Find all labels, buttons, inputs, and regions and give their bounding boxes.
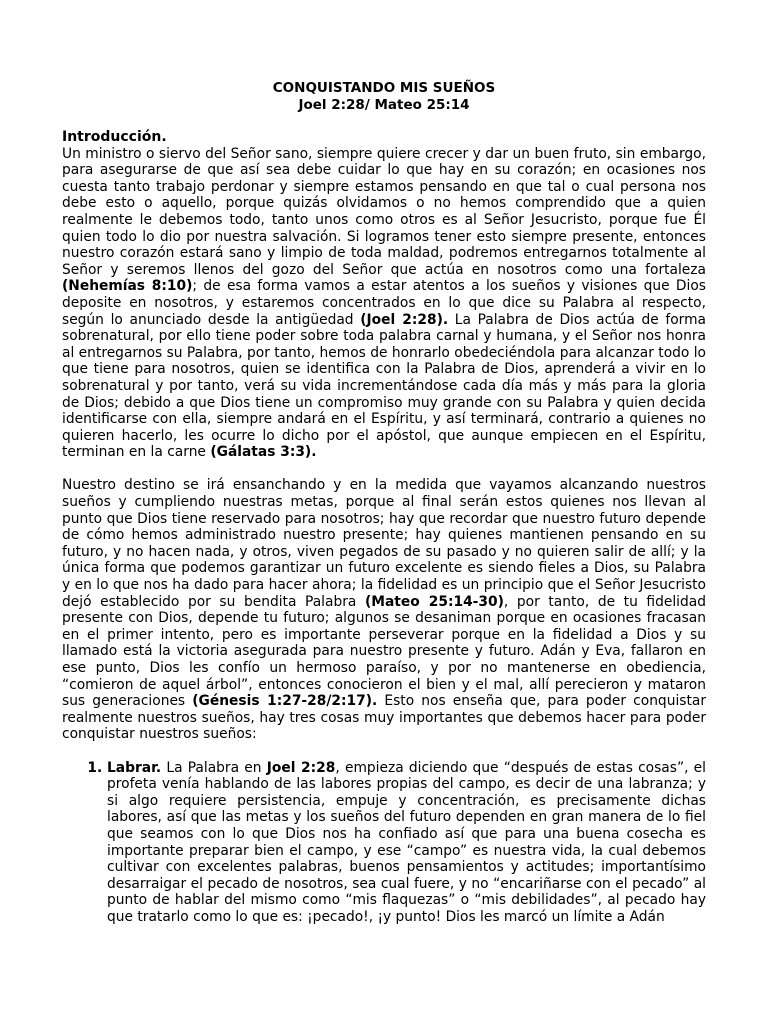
text-segment: , empieza diciendo que “después de estas cosas”, el profeta venía hablando de las labores propias del campo, es decir de una labranza; y si algo requiere persistencia, empuje y concentración, es precisamente dichas labores, así que las metas y los sueños del futuro dependen en gran manera de lo fiel que seamos con lo que Dios nos ha confiado así que para una buena cosecha es importante preparar bien el campo, y ese “campo” es nuestra vida, la cual debemos cultivar con excelentes palabras, buenos pensamientos y actitudes; importantísimo desarraigar el pecado de nosotros, sea cual fuere, y no “encariñarse con el pecado” al punto de hablar del mismo como “mis flaquezas” o “mis debilidades”, al pecado hay que tratarlo como lo que es: ¡pecado!, ¡y punto! Dios les marcó un límite a Adán xyxy=(107,759,707,925)
document-title-block xyxy=(62,80,706,113)
bold-text-segment: Labrar. xyxy=(107,759,162,776)
bold-text-segment: (Joel 2:28). xyxy=(360,311,449,328)
text-segment: , por tanto, de tu fidelidad presente con Dios, depende tu futuro; algunos se desaniman porque en ocasiones fracasan en el primer intento, pero es importante perseverar porque en la fidelidad a Dios y su llamado está la victoria asegurada para nuestro presente y futuro. Adán y Eva, fallaron en ese punto, Dios les confío un hermoso paraíso, y por no mantenerse en obediencia, “comieron de aquel árbol”, entonces conocieron el bien y el mal, allí perecieron y mataron sus generaciones xyxy=(62,593,706,710)
text-segment: Nuestro destino se irá ensanchando y en la medida que vayamos alcanzando nuestros sueños y cumpliendo nuestras metas, porque al final serán estos quienes nos llevan al punto que Dios tiene reservado para nosotros; hay que recordar que nuestro futuro depende de cómo hemos administrado nuestro presente; hay quienes mantienen pensando en su futuro, y no hacen nada, y otros, viven pegados de su pasado y no quieren salir de allí; y la única forma que podemos garantizar un futuro excelente es siendo fieles a Dios, su Palabra y en lo que nos ha dado para hacer ahora; la fidelidad es un principio que el Señor Jesucristo dejó establecido por su bendita Palabra xyxy=(62,477,706,610)
text-segment: Un ministro o siervo del Señor sano, siempre quiere crecer y dar un buen fruto, sin embargo, para asegurarse de que así sea debe cuidar lo que hay en su corazón; en ocasiones nos cuesta tanto trabajo perdonar y siempre estamos pensando en que tal o cual persona nos debe esto o aquello, porque quizás olvidamos o no hemos comprendido que a quien realmente le debemos todo, tanto unos como otros es al Señor Jesucristo, porque fue Él quien todo lo dio por nuestra salvación. Si logramos tener esto siempre presente, entonces nuestro corazón estará sano y limpio de toda maldad, podremos entregarnos totalmente al Señor y seremos llenos del gozo del Señor que actúa en nosotros como una fortaleza xyxy=(62,145,706,278)
bold-text-segment: (Gálatas 3:3). xyxy=(210,444,317,461)
bold-text-segment: Joel 2:28 xyxy=(266,759,336,776)
document-subtitle: Joel 2:28/ Mateo 25:14 xyxy=(298,96,470,113)
text-segment: Esto nos enseña que, para poder conquistar realmente nuestros sueños, hay tres cosas muy importantes que debemos hacer para poder conquistar nuestros sueños: xyxy=(62,693,706,743)
list-item-1 xyxy=(107,760,706,926)
paragraph-1 xyxy=(62,146,706,461)
text-segment: La Palabra de Dios actúa de forma sobrenatural, por ello tiene poder sobre toda palabra carnal y humana, y el Señor nos honra al entregarnos su Palabra, por tanto, hemos de honrarlo obedeciéndola para alcanzar todo lo que tiene para nosotros, quien se identifica con la Palabra de Dios, aprenderá a vivir en lo sobrenatural y por tanto, verá su vida incrementándose cada día más y más para la gloria de Dios; debido a que Dios tiene un compromiso muy grande con su Palabra y quien decida identificarse con ella, siempre andará en el Espíritu, y así terminará, contrario a quienes no quieren hacerlo, les ocurre lo dicho por el apóstol, que aunque empiecen en el Espíritu, terminan en la carne xyxy=(62,311,706,461)
numbered-list xyxy=(62,760,706,926)
text-segment: ; de esa forma vamos a estar atentos a los sueños y visiones que Dios deposite en nosotros, y estaremos concentrados en lo que dice su Palabra al respecto, según lo anunciado desde la antigüedad xyxy=(62,278,706,328)
bold-text-segment: (Mateo 25:14-30) xyxy=(364,593,504,610)
document-title: CONQUISTANDO MIS SUEÑOS xyxy=(272,80,496,96)
paragraph-2 xyxy=(62,477,706,743)
bold-text-segment: (Nehemías 8:10) xyxy=(62,278,193,295)
text-segment: La Palabra en xyxy=(161,759,267,776)
intro-heading: Introducción. xyxy=(62,129,167,145)
bold-text-segment: (Génesis 1:27-28/2:17). xyxy=(192,693,378,710)
